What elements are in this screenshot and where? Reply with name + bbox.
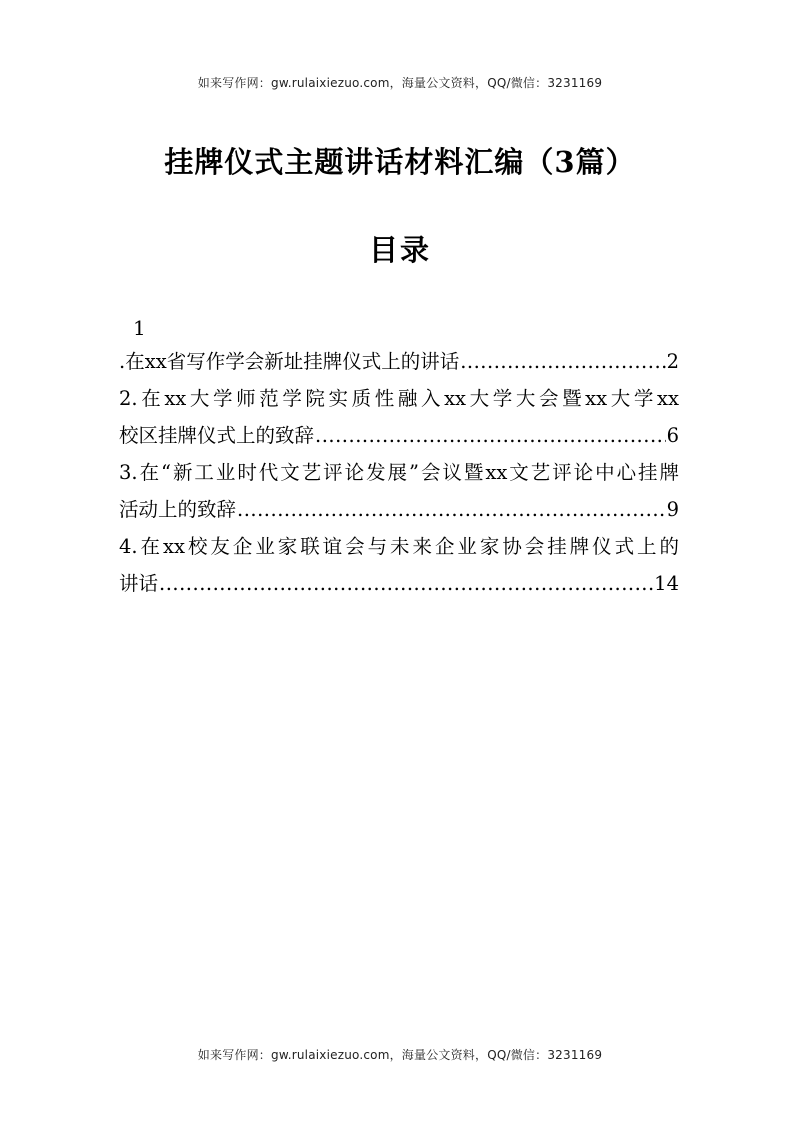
toc-leader xyxy=(460,343,665,380)
toc-entry-4-line-2[interactable] xyxy=(119,565,679,602)
toc-entry-4-line-1[interactable] xyxy=(119,528,679,565)
toc-entry-4-text-1: 4.在xx校友企业家联谊会与未来企业家协会挂牌仪式上的 xyxy=(119,535,679,558)
toc-leader xyxy=(315,417,666,454)
toc-entry-3-text-1: 3.在“新工业时代文艺评论发展”会议暨xx文艺评论中心挂牌 xyxy=(119,461,679,484)
toc-entry-1-text: .在xx省写作学会新址挂牌仪式上的讲话 xyxy=(119,350,460,373)
toc-entry-1-page: 2 xyxy=(666,350,679,373)
toc-entry-2-text-2: 校区挂牌仪式上的致辞 xyxy=(119,424,315,447)
toc-entry-4-text-2: 讲话 xyxy=(119,572,159,595)
header-note: 如来写作网：gw.rulaixiezuo.com，海量公文资料，QQ/微信：3231169 xyxy=(197,76,603,90)
table-of-contents xyxy=(119,343,679,602)
toc-leader xyxy=(159,565,653,602)
toc-title: 目录 xyxy=(368,233,431,267)
toc-entry-2-line-2[interactable] xyxy=(119,417,679,454)
toc-entry-3-page: 9 xyxy=(666,498,679,521)
toc-entry-1[interactable] xyxy=(119,343,679,380)
toc-entry-3-line-1[interactable] xyxy=(119,454,679,491)
toc-lead-number: 1 xyxy=(133,316,146,340)
document-title: 挂牌仪式主题讲话材料汇编（3篇） xyxy=(164,145,636,179)
toc-entry-3-line-2[interactable] xyxy=(119,491,679,528)
toc-entry-2-page: 6 xyxy=(666,424,679,447)
toc-entry-2-line-1[interactable] xyxy=(119,380,679,417)
toc-entry-2-text-1: 2.在xx大学师范学院实质性融入xx大学大会暨xx大学xx xyxy=(119,387,679,410)
footer-note: 如来写作网：gw.rulaixiezuo.com，海量公文资料，QQ/微信：3231169 xyxy=(197,1048,603,1062)
toc-entry-3-text-2: 活动上的致辞 xyxy=(119,498,237,521)
toc-leader xyxy=(237,491,666,528)
toc-entry-4-page: 14 xyxy=(654,572,679,595)
